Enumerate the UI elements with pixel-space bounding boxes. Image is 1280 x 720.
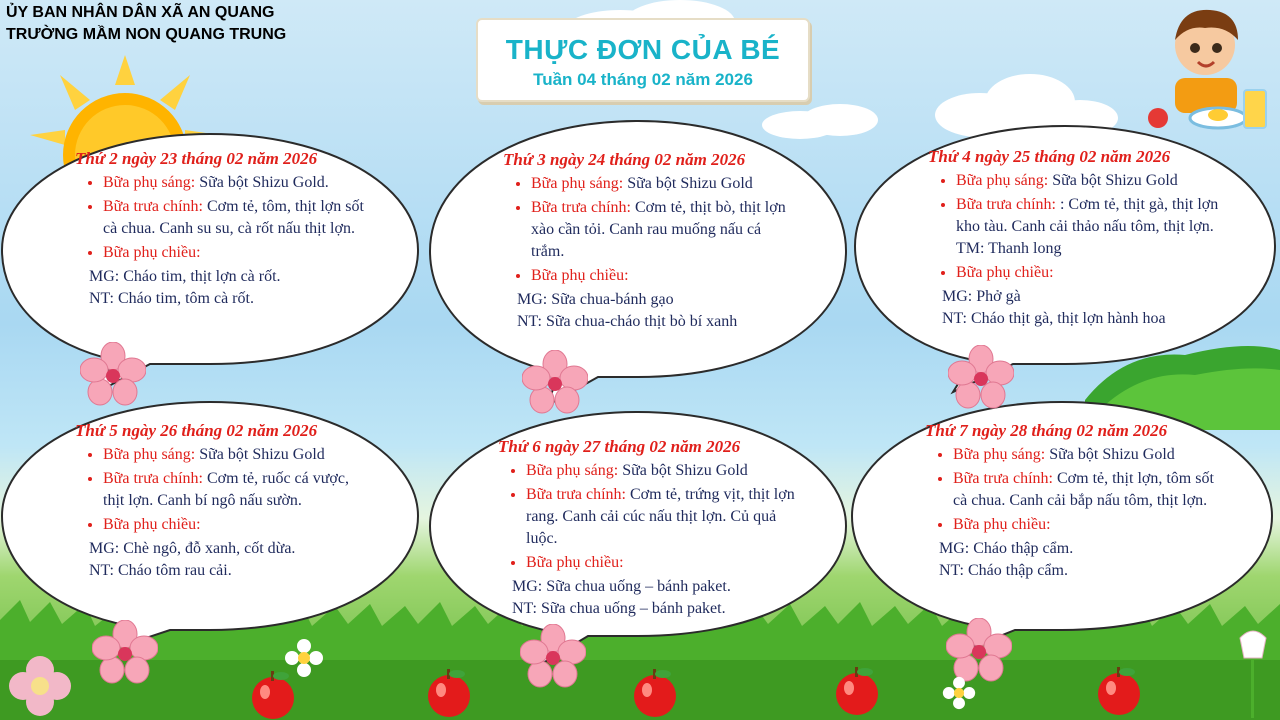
mg-text: MG: Cháo tim, thịt lợn cà rốt. [89,268,281,285]
flower-icon [522,350,588,416]
breakfast-item [103,444,365,466]
breakfast-text: Sữa bột Shizu Gold [195,446,325,463]
breakfast-label: Bữa phụ sáng: [103,446,196,463]
day-bubble-friday [428,408,848,648]
apple-icon [1094,664,1144,716]
nt-text: NT: Sữa chua uống – bánh paket. [512,600,726,617]
afternoon-label: Bữa phụ chiều: [953,516,1051,533]
lunch-text: Cơm tẻ, tôm, thịt lợn sốt cà chua. Canh su su, cà rốt nấu thịt lợn. [103,198,364,237]
breakfast-label: Bữa phụ sáng: [531,175,624,192]
day-bubble-thursday [0,398,420,638]
lunch-item [103,468,365,512]
breakfast-item [956,170,1228,192]
nt-text: NT: Cháo tôm rau cải. [89,562,232,579]
tulip-icon [1228,628,1278,718]
lunch-text: Cơm tẻ, ruốc cá vược, thịt lợn. Canh bí ngô nấu sườn. [103,470,349,509]
breakfast-text: Sữa bột Shizu Gold. [195,174,329,191]
breakfast-label: Bữa phụ sáng: [103,174,196,191]
breakfast-label: Bữa phụ sáng: [953,446,1046,463]
lunch-label: Bữa trưa chính: [103,198,203,215]
flower-icon [80,342,146,408]
lunch-label: Bữa trưa chính: [526,486,626,503]
day-title: Thứ 4 ngày 25 tháng 02 năm 2026 [928,147,1171,166]
day-bubble-tuesday [428,115,848,355]
mg-text: MG: Phở gà [942,288,1021,305]
breakfast-text: Sữa bột Shizu Gold [1048,172,1178,189]
flower-icon [92,620,158,686]
lunch-text: Cơm tẻ, thịt bò, thịt lợn xào cần tỏi. Canh rau muống nấu cá trắm. [531,199,786,260]
afternoon-item [953,514,1225,536]
nt-text: NT: Cháo tim, tôm cà rốt. [89,290,254,307]
lunch-label: Bữa trưa chính: [531,199,631,216]
nt-text: NT: Sữa chua-cháo thịt bò bí xanh [517,313,738,330]
day-title: Thứ 3 ngày 24 tháng 02 năm 2026 [503,150,746,169]
apple-icon [630,666,680,718]
nt-text: NT: Cháo thịt gà, thịt lợn hành hoa [942,310,1166,327]
flower-icon [948,345,1014,411]
breakfast-label: Bữa phụ sáng: [956,172,1049,189]
lunch-item [531,197,793,263]
daisy-icon [942,676,976,710]
breakfast-item [526,460,798,482]
org-line-1: ỦY BAN NHÂN DÂN XÃ AN QUANG [6,4,275,21]
afternoon-item [103,242,365,264]
breakfast-item [531,173,793,195]
afternoon-label: Bữa phụ chiều: [103,244,201,261]
day-title: Thứ 5 ngày 26 tháng 02 năm 2026 [75,421,318,440]
lunch-label: Bữa trưa chính: [956,196,1056,213]
flower-icon [520,624,586,690]
lunch-item [103,196,365,240]
afternoon-item [103,514,365,536]
afternoon-label: Bữa phụ chiều: [103,516,201,533]
lunch-item [526,484,798,550]
breakfast-item [103,172,365,194]
boy-eating-icon [1140,0,1275,135]
breakfast-text: Sữa bột Shizu Gold [623,175,753,192]
day-title: Thứ 6 ngày 27 tháng 02 năm 2026 [498,437,741,456]
lunch-text: Cơm tẻ, trứng vịt, thịt lợn rang. Canh cải cúc nấu thịt lợn. Củ quả luộc. [526,486,795,547]
afternoon-label: Bữa phụ chiều: [526,554,624,571]
day-bubble-saturday [850,398,1270,638]
day-bubble-monday [0,128,420,368]
day-title: Thứ 2 ngày 23 tháng 02 năm 2026 [75,149,318,168]
flower-icon [5,650,75,720]
lunch-label: Bữa trưa chính: [953,470,1053,487]
mg-text: MG: Cháo thập cẩm. [939,540,1074,557]
lunch-item [956,194,1228,260]
day-title: Thứ 7 ngày 28 tháng 02 năm 2026 [925,421,1168,440]
nt-text: NT: Cháo thập cẩm. [939,562,1068,579]
afternoon-item [956,262,1228,284]
afternoon-label: Bữa phụ chiều: [956,264,1054,281]
page-subtitle: Tuần 04 tháng 02 năm 2026 [533,70,753,89]
lunch-item [953,468,1225,512]
apple-icon [832,664,882,716]
title-banner [476,18,810,102]
afternoon-label: Bữa phụ chiều: [531,267,629,284]
organization-header [6,2,286,46]
lunch-label: Bữa trưa chính: [103,470,203,487]
apple-icon [248,668,298,720]
afternoon-item [531,265,793,287]
org-line-2: TRƯỜNG MẦM NON QUANG TRUNG [6,26,287,43]
breakfast-text: Sữa bột Shizu Gold [618,462,748,479]
afternoon-item [526,552,798,574]
mg-text: MG: Chè ngô, đỗ xanh, cốt dừa. [89,540,296,557]
flower-icon [946,618,1012,684]
mg-text: MG: Sữa chua uống – bánh paket. [512,578,731,595]
breakfast-text: Sữa bột Shizu Gold [1045,446,1175,463]
apple-icon [424,666,474,718]
mg-text: MG: Sữa chua-bánh gạo [517,291,674,308]
day-bubble-wednesday [853,120,1273,360]
breakfast-label: Bữa phụ sáng: [526,462,619,479]
page-title: THỰC ĐƠN CỦA BÉ [505,34,781,65]
lunch-text: Cơm tẻ, thịt lợn, tôm sốt cà chua. Canh cải bắp nấu tôm, thịt lợn. [953,470,1214,509]
lunch-text: : Cơm tẻ, thịt gà, thịt lợn kho tàu. Canh cải thảo nấu tôm, thịt lợn. TM: Thanh long [956,196,1219,257]
breakfast-item [953,444,1225,466]
